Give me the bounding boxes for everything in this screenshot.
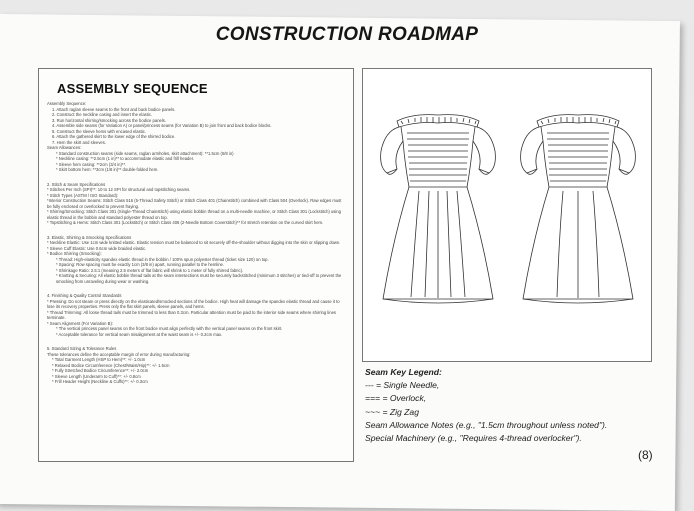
assembly-text-line: 3. Elastic, Shirring & Smocking Specifications	[47, 234, 132, 240]
legend-title: Seam Key Legend:	[365, 367, 442, 377]
legend-line-special-machinery: Special Machinery (e.g., "Requires 4-thread overlocker").	[365, 433, 582, 444]
page-number: (8)	[638, 448, 653, 462]
legend-line-overlock: === = Overlock,	[365, 393, 427, 404]
assembly-text-line: * Acceptable tolerance for vertical seam misalignment at the waist seam is +/- 0.2cm max.	[56, 331, 223, 337]
assembly-text-line: 2. Stitch & Seam Specifications	[47, 181, 106, 187]
assembly-text-line: * Pressing: Do not steam or press directly on the elasticated/smocked sections of the bodice. High heat will damage the spandex elastic thread and cause it to lose its recovery properties. Press only the flat skirt panels, sleeve panels, and hems.	[47, 298, 340, 309]
assembly-text-line: * Relaxed Bodice Circumference (Chest/Waist/Hip)**: +/- 1.5cm	[52, 362, 170, 368]
assembly-body-text	[47, 101, 347, 385]
seam-key-legend	[365, 366, 635, 445]
assembly-text-line: These tolerances define the acceptable margin of error during manufacturing:	[47, 351, 191, 357]
assembly-text-line: 5. Construct the sleeve hems with encased elastic.	[52, 128, 147, 134]
assembly-text-line: * Neckline Elastic: Use 1cm wide knitted elastic. Elastic tension must be balanced to sit securely off-the-shoulder without digging into the skin or slipping down.	[47, 240, 341, 245]
assembly-text-line: * Shirring/Smocking: Stitch Class 301 (Single-Thread Chainstitch) using elastic bobbin thread on a multi-needle machine, or Stitch Class 301 (Lockstitch) using elastic thread in the bobbin and standard polyester thread on top.	[47, 209, 341, 220]
legend-line-single-needle: --- = Single Needle,	[365, 380, 440, 391]
assembly-text-line: * Fully Stretched Bodice Circumference**: +/- 2.0cm	[52, 368, 149, 373]
assembly-text-line: * Stitches Per Inch (SPI)**: 10 to 12 SPI for structural and topstitching seams.	[47, 187, 191, 192]
assembly-text-line: * Seam Alignment (For Variation B):	[47, 320, 114, 326]
assembly-text-line: * Shrinkage Ratio: 2.5:1 (meaning 2.5 meters of flat fabric will shrink to 1 meter of fully shirred fabric).	[56, 267, 244, 273]
assembly-text-line: * The vertical princess panel seams on the front bodice must align perfectly with the vertical panel seams on the front skirt.	[56, 326, 283, 331]
legend-line-zig-zag: ~~~ = Zig Zag	[365, 406, 419, 417]
assembly-text-line: * Skirt bottom hem: **3cm (1/8 in)** double-folded hem.	[56, 167, 159, 172]
page-title: CONSTRUCTION ROADMAP	[215, 24, 479, 45]
assembly-text-line: 4. Assemble side seams (for Variation A) or panel/princess seams (for Variation B) to join front and back bodice blocks.	[52, 123, 272, 128]
assembly-text-line: * Topstitching & Hems: Stitch Class 301 (Lockstitch) or Stitch Class 406 (2-Needle Bottom Coverstitch)** for stretch retention on the curved skirt hem.	[47, 220, 324, 225]
assembly-text-line: * Sleeve Length (Underarm to Cuff)**: +/- 0.8cm	[52, 373, 141, 379]
assembly-text-line: 7. Hem the skirt and sleeves.	[52, 139, 106, 145]
assembly-text-line: * Frill Header Height (Neckline & Cuffs)**: +/- 0.3cm	[52, 379, 148, 384]
assembly-text-line: * Stitch Types (ASTM / ISO Standard):	[47, 192, 119, 198]
assembly-sequence-panel	[38, 68, 354, 462]
legend-line-seam-allowance: Seam Allowance Notes (e.g., "1.5cm throughout unless noted").	[365, 419, 608, 430]
assembly-text-line: * Thread: High-elasticity spandex elastic thread in the bobbin / 100% spun polyester thread (ticket size 120) on top.	[56, 256, 269, 262]
assembly-text-line: 4. Finishing & Quality Control Standards	[47, 293, 122, 298]
assembly-text-line: *Interior Construction Seams: Stitch Class 516 (5-Thread Safety Stitch) or Stitch Class 401 (Chainstitch) combined with Class 504 (Overlock). Raw edges must be fully enclosed or overlocked to prevent fraying.	[47, 198, 342, 209]
assembly-text-line: * Standard construction seams (side seams, raglan armholes, skirt attachment): **1.5cm (5/8 in)	[56, 150, 234, 156]
assembly-text-line: * Spacing: Row spacing must be exactly 1cm (3/8 in) apart, running parallel to the hemline.	[56, 262, 225, 267]
dress-flat-sketches	[363, 69, 651, 361]
assembly-text-line: * Total Garment Length (HSP to Hem)**: +/- 1.0cm	[52, 357, 146, 362]
assembly-text-line: * Sleeve Cuff Elastic: Use 0.6cm wide braided elastic.	[47, 245, 147, 251]
assembly-text-line: 3. Run horizontal shirring/smocking across the bodice panels.	[52, 117, 167, 123]
assembly-text-line: Assembly Sequence:	[47, 101, 87, 106]
assembly-text-line: * Knotting & Securing: All elastic bobbin thread tails at the seam intersections must be securely backstitched (minimum 3 stitches) or tied-off to prevent the smocking from unraveling during wear or washing.	[56, 273, 342, 284]
dress-front-sketch	[381, 115, 496, 303]
assembly-heading: ASSEMBLY SEQUENCE	[57, 81, 208, 96]
assembly-text-line: 1. Attach raglan sleeve seams to the front and back bodice panels.	[52, 106, 176, 112]
assembly-text-line: 5. Standard Sizing & Tolerance Rules	[47, 346, 117, 351]
technical-flat-sketch-panel	[362, 68, 652, 362]
assembly-text-line: 2. Construct the neckline casing and insert the elastic.	[52, 112, 153, 117]
assembly-text-line: 6. Attach the gathered skirt to the lower edge of the shirred bodice.	[52, 134, 176, 139]
dress-back-sketch	[521, 115, 636, 303]
assembly-text-line: * Bodice Shirring (Smocking):	[47, 251, 102, 256]
assembly-text-line: * Neckline casing: **2.5cm (1 in)** to accommodate elastic and frill header.	[56, 156, 195, 161]
assembly-text-line: * Thread Trimming: All loose thread tails must be trimmed to less than 0.3cm. Particular attention must be paid to the interior side seams where shirring lines terminate.	[47, 309, 336, 320]
assembly-text-line: * Sleeve hem casing: **2cm (3/4 in)**.	[56, 161, 127, 167]
assembly-text-line: Seam Allowances:	[47, 145, 82, 150]
